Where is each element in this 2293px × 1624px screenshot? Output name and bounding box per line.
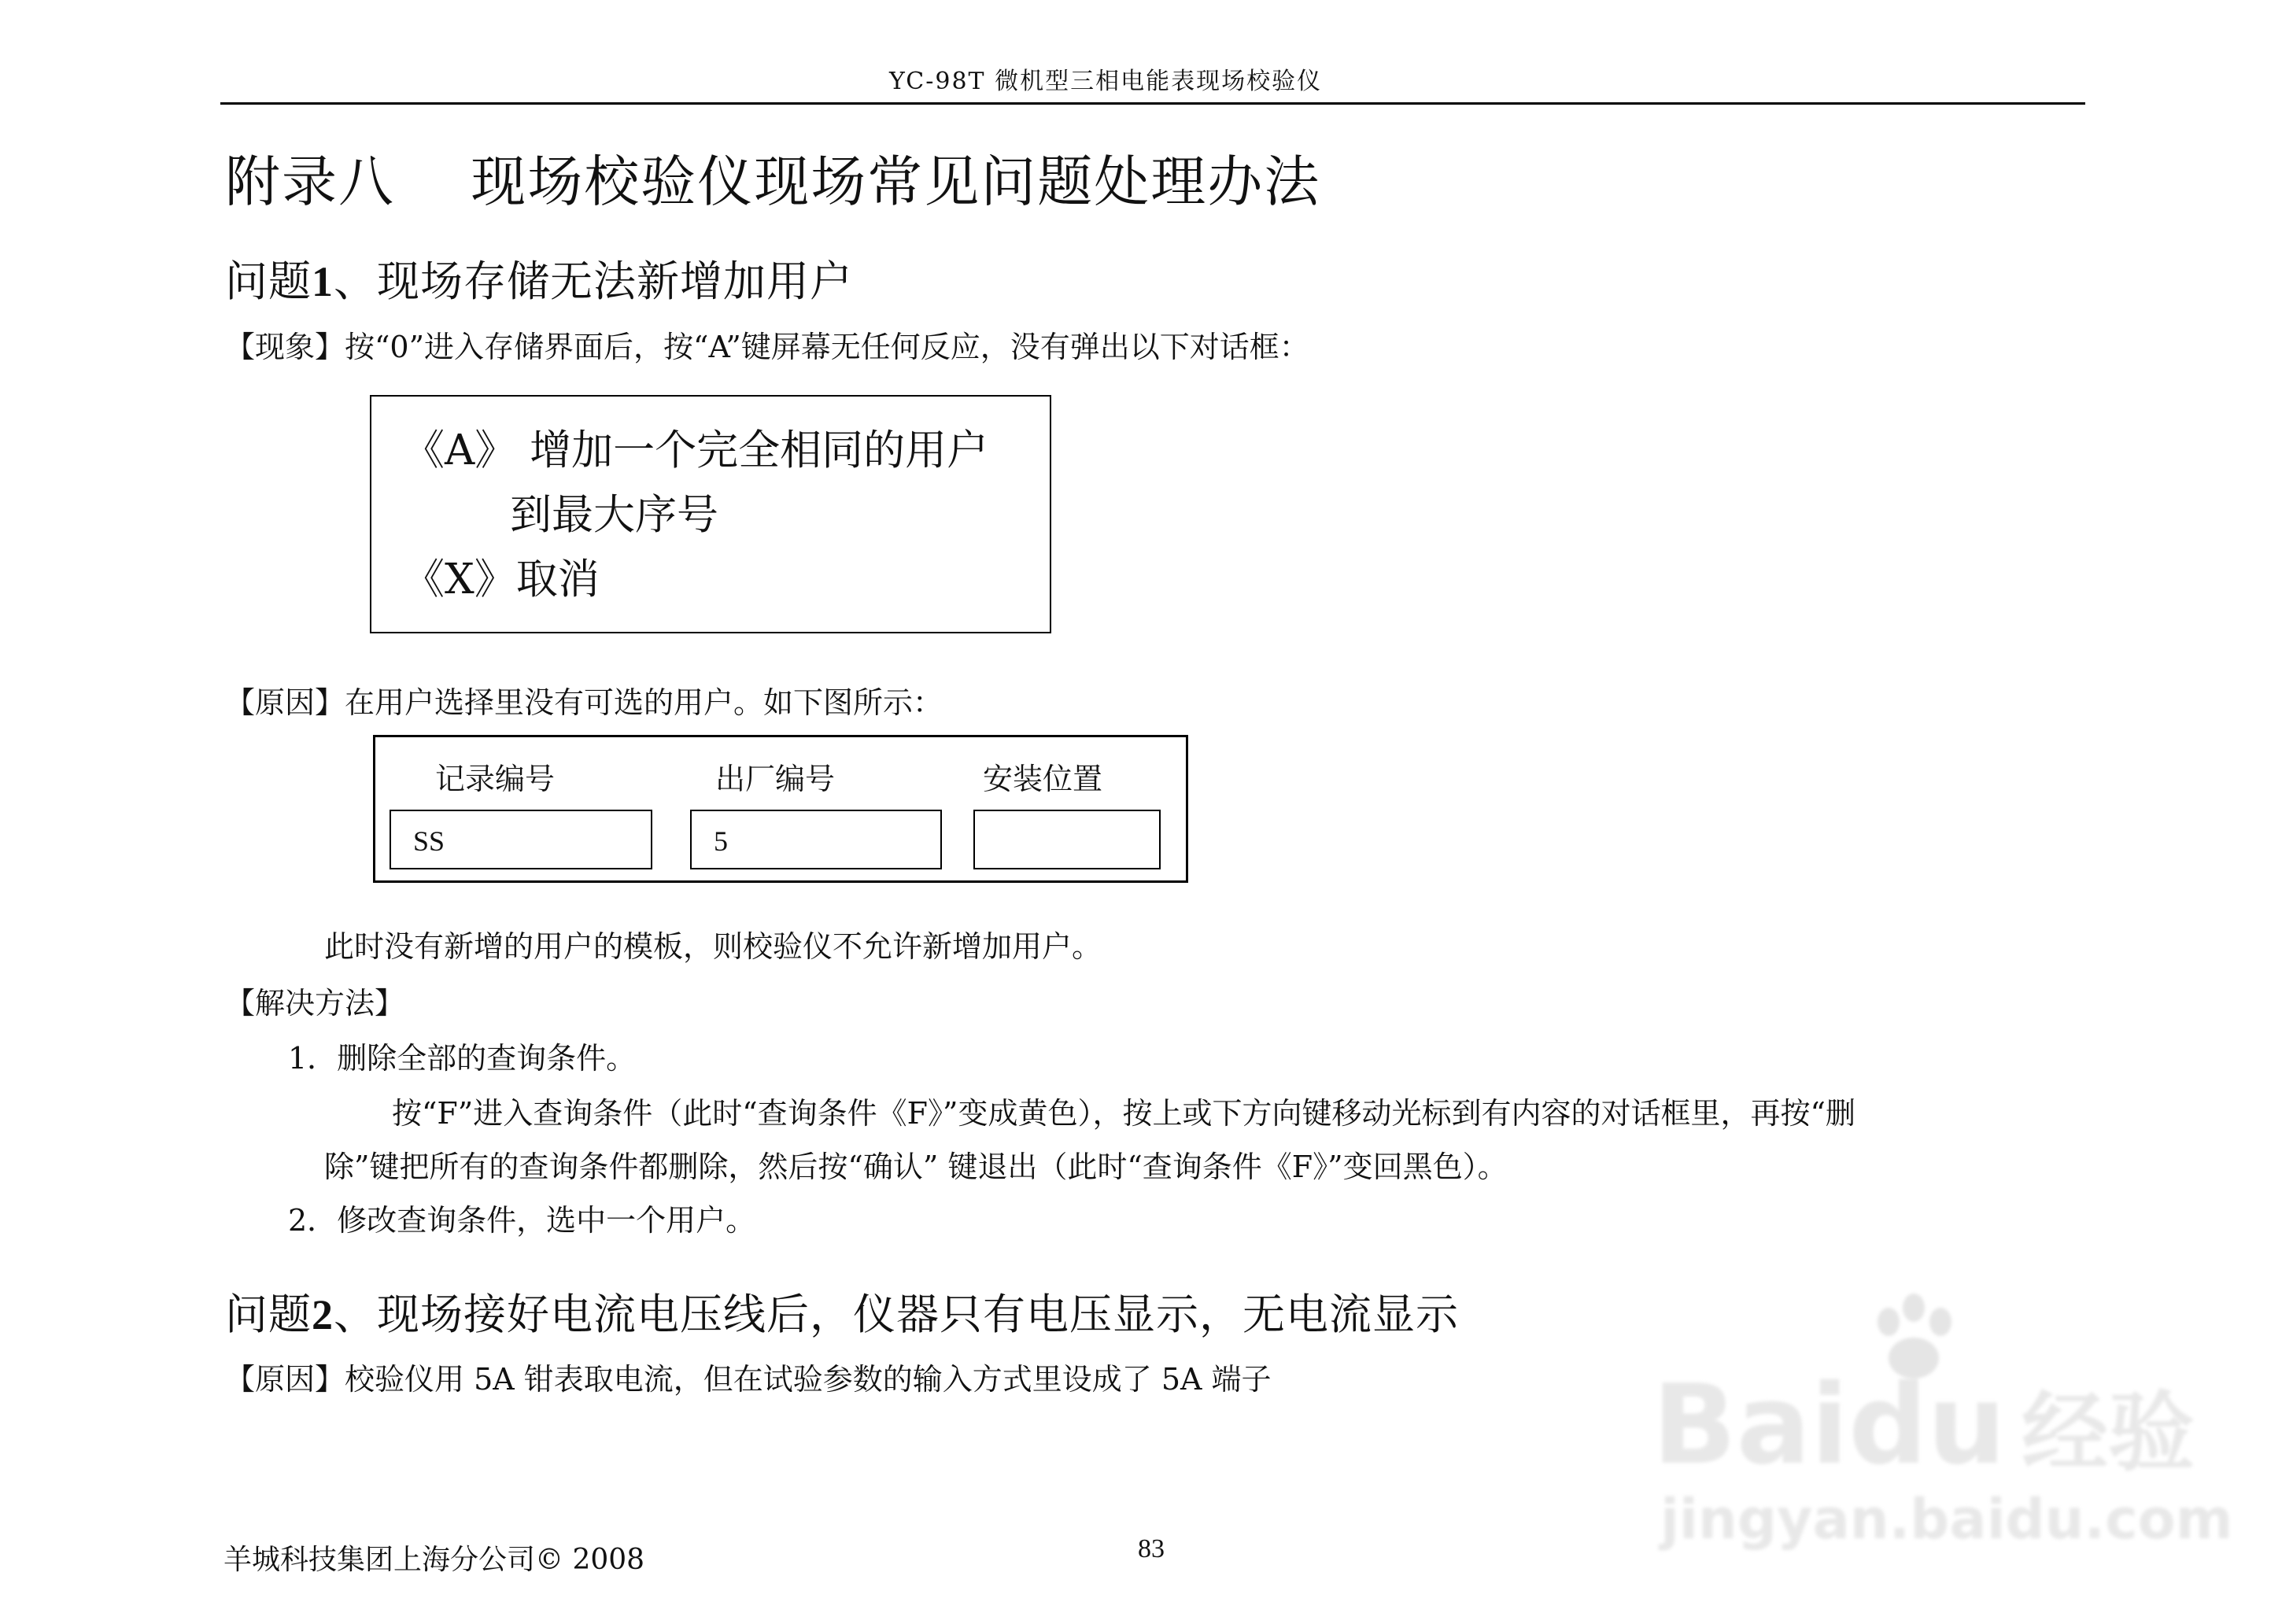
running-header: YC-98T 微机型三相电能表现场校验仪	[889, 68, 1323, 95]
cause-paragraph-2: 【原因】校验仪用 5A 钳表取电流，但在试验参数的输入方式里设成了 5A 端子	[225, 1362, 1272, 1397]
solution-step-1: 1．删除全部的查询条件。	[288, 1041, 637, 1076]
cause-paragraph-1: 【原因】在用户选择里没有可选的用户。如下图所示：	[225, 685, 943, 720]
install-location-label: 安装位置	[983, 762, 1103, 796]
install-location-field	[973, 810, 1161, 869]
problem-1-number: 1	[312, 258, 334, 305]
watermark-brand: Baidu 经验	[1652, 1361, 2195, 1489]
add-user-dialog	[370, 395, 1051, 633]
problem-2-title: 、现场接好电流电压线后，仪器只有电压显示，无电流显示	[334, 1290, 1459, 1339]
solution-heading: 【解决方法】	[225, 986, 405, 1021]
problem-1-title: 、现场存储无法新增加用户	[334, 257, 853, 306]
record-number-label: 记录编号	[435, 762, 556, 796]
header-rule	[220, 102, 2085, 105]
footer-company: 羊城科技集团上海分公司© 2008	[223, 1544, 645, 1576]
solution-step-2: 2．修改查询条件，选中一个用户。	[288, 1203, 756, 1238]
note-paragraph: 此时没有新增的用户的模板，则校验仪不允许新增加用户。	[324, 929, 1102, 964]
factory-number-label: 出厂编号	[715, 762, 836, 796]
problem-1-prefix: 问题	[225, 257, 312, 306]
problem-2-prefix: 问题	[225, 1290, 312, 1339]
phenomenon-paragraph: 【现象】按“0”进入存储界面后，按“A”键屏幕无任何反应，没有弹出以下对话框：	[225, 330, 1309, 364]
baidu-watermark	[1629, 1290, 2233, 1552]
problem-2-number: 2	[312, 1291, 334, 1338]
factory-number-field: 5	[690, 810, 942, 869]
solution-step-1-detail-b: 除”键把所有的查询条件都删除，然后按“确认” 键退出（此时“查询条件《F》”变回黑色）。	[324, 1150, 1508, 1184]
problem-2-heading	[225, 1281, 1459, 1342]
dialog-option-a-continued: 到最大序号	[510, 491, 718, 539]
dialog-option-a: 《A》 增加一个完全相同的用户	[403, 426, 989, 474]
solution-step-1-detail-a: 按“F”进入查询条件（此时“查询条件《F》”变成黄色），按上或下方向键移动光标到有内容的对话框里，再按“删	[392, 1096, 1855, 1131]
user-select-form	[373, 735, 1188, 883]
problem-1-heading	[225, 248, 853, 308]
page-number: 83	[1138, 1534, 1165, 1563]
watermark-url: jingyan.baidu.com	[1660, 1487, 2233, 1552]
dialog-option-x: 《X》取消	[403, 555, 600, 603]
appendix-title: 附录八 现场校验仪现场常见问题处理办法	[225, 149, 1321, 214]
record-number-field: SS	[390, 810, 652, 869]
